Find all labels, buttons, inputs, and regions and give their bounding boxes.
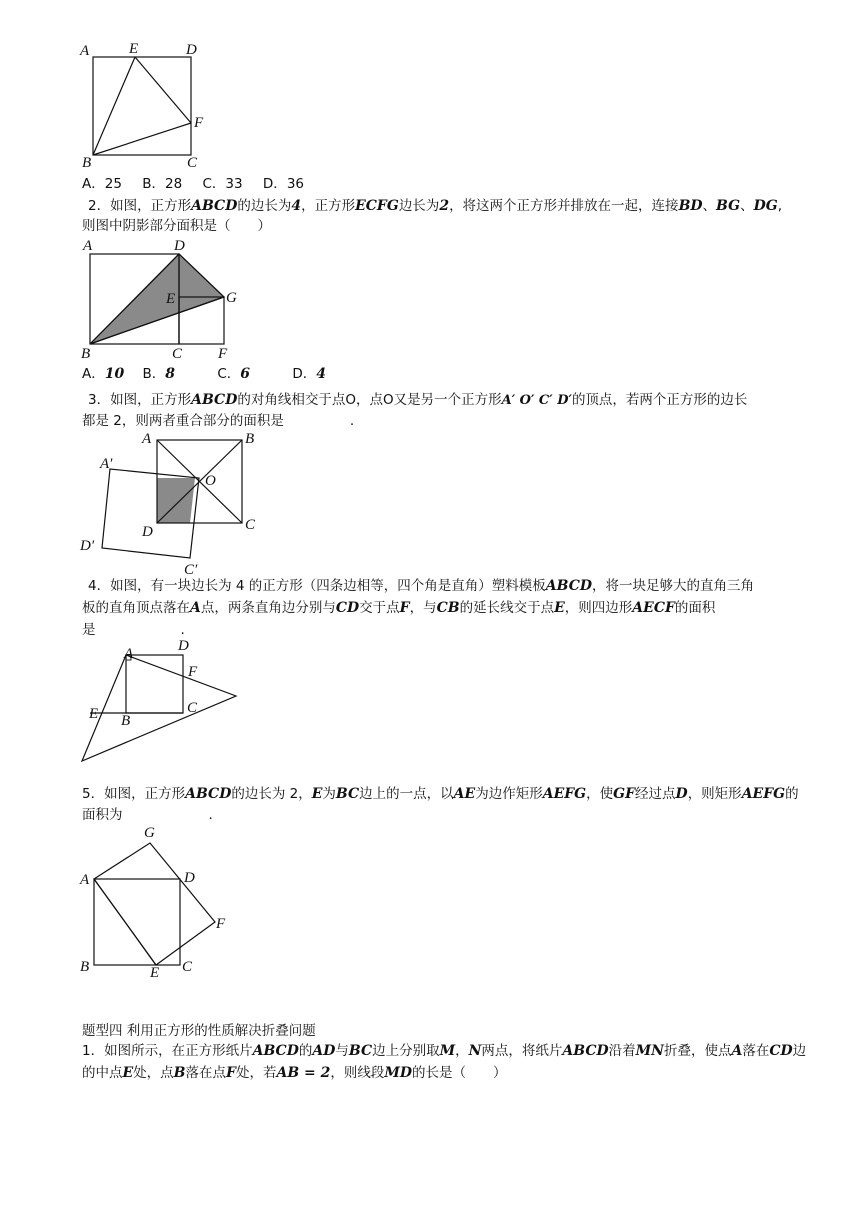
q5-label-B: B (80, 959, 90, 975)
q3-text: 的顶点，若两个正方形的边长 (571, 392, 748, 408)
section4-title (82, 1021, 316, 1041)
q4-text: ，与 (409, 600, 437, 616)
s4-text: 两点，将纸片 (481, 1043, 563, 1059)
q3-figure (78, 428, 268, 576)
q1-label-B: B (82, 155, 92, 170)
q3-math: A′ O′ C′ D′ (501, 393, 572, 408)
q5-text: ，则矩形 (687, 786, 742, 802)
s4-math: B (173, 1065, 186, 1081)
q2-math: DG (753, 198, 778, 214)
q4-line2 (82, 598, 715, 618)
s4-text: ， (455, 1043, 469, 1059)
q4-math: AECF (632, 600, 675, 616)
q5-math: BC (335, 786, 360, 802)
q2-label-E: E (166, 291, 176, 307)
q5-text: 边上的一点，以 (359, 786, 454, 802)
q3-text: 3．如图，正方形 (88, 392, 192, 408)
q1-option-a-letter: A． (82, 176, 105, 192)
q1-figure (78, 38, 213, 170)
q2-line1 (88, 196, 782, 216)
q4-text: 板的直角顶点落在 (82, 600, 190, 616)
q3-label-D1: D′ (80, 538, 95, 554)
q4-text: 4．如图，有一块边长为 4 的正方形（四条边相等，四个角是直角）塑料模板 (88, 578, 546, 594)
q2-label-C: C (172, 346, 183, 361)
q2-math: ABCD (191, 198, 238, 214)
q2-line2 (82, 216, 271, 236)
q4-label-B: B (121, 713, 131, 729)
q2-text: , (777, 198, 783, 214)
q4-label-A: A (124, 646, 134, 662)
s4-math: BC (348, 1043, 373, 1059)
q2-text: 的边长为 (237, 198, 292, 214)
s4-text: 落在点 (185, 1065, 227, 1081)
q2-figure (78, 236, 253, 361)
q4-text: 交于点 (359, 600, 400, 616)
q3-text: 的对角线相交于点O，点O又是另一个正方形 (237, 392, 502, 408)
s4-text: 的长是（ ） (412, 1065, 507, 1081)
q1-label-F: F (194, 115, 204, 131)
q2-option-d-value: 4 (316, 366, 326, 382)
q5-math: ABCD (185, 786, 232, 802)
q3-line1 (88, 390, 747, 411)
q1-option-b-value: 28 (165, 176, 183, 192)
q2-text: 则图中阴影部分面积是（ ） (82, 218, 271, 234)
s4-math: MD (384, 1065, 413, 1081)
s4-math: N (468, 1043, 482, 1059)
q1-label-C: C (187, 155, 198, 170)
q4-label-D: D (178, 638, 189, 654)
s4-math: A (731, 1043, 743, 1059)
q4-math: E (554, 600, 565, 616)
q4-label-C: C (187, 700, 198, 716)
q3-label-C: C (245, 517, 256, 533)
q5-text: 的边长为 2， (231, 786, 312, 802)
q2-math: 4 (291, 198, 302, 214)
section-title: 题型四 利用正方形的性质解决折叠问题 (82, 1023, 316, 1039)
s4-text: ，则线段 (330, 1065, 385, 1081)
q4-text: 点，两条直角边分别与 (200, 600, 336, 616)
q2-text: ，正方形 (301, 198, 356, 214)
q3-label-A1: A′ (100, 456, 113, 472)
q2-label-F: F (218, 346, 228, 361)
q2-option-a-letter: A． (82, 366, 105, 382)
q5-math: AE (453, 786, 476, 802)
q2-label-B: B (81, 346, 91, 361)
q2-option-d-letter: D． (292, 366, 317, 382)
q2-label-G: G (226, 290, 237, 306)
q1-options (82, 174, 304, 194)
q5-label-E: E (150, 965, 160, 978)
q5-text: ，使 (586, 786, 614, 802)
q3-label-C1: C′ (184, 562, 198, 576)
q5-figure (78, 822, 238, 978)
q5-text: 的 (785, 786, 799, 802)
q5-label-A: A (80, 872, 90, 888)
q3-label-D: D (142, 524, 153, 540)
q5-math: AEFG (542, 786, 587, 802)
s4-text: 与 (335, 1043, 349, 1059)
s4-text: 的中点 (82, 1065, 123, 1081)
s4-text: 的 (298, 1043, 313, 1059)
q1-option-d-value: 36 (286, 176, 304, 192)
q1-option-a-value: 25 (104, 176, 122, 192)
q5-math: E (311, 786, 323, 802)
q1-option-b-letter: B． (142, 176, 165, 192)
q4-label-E: E (89, 706, 99, 722)
q1-option-d-letter: D． (262, 176, 287, 192)
s4-math: E (122, 1065, 134, 1081)
q2-text: 边长为 (398, 198, 440, 214)
q2-text: 、 (702, 198, 717, 214)
s4-math: CD (769, 1043, 793, 1059)
s4-math: AD (312, 1043, 336, 1059)
q5-text: 经过点 (635, 786, 676, 802)
q2-math: 2 (439, 198, 450, 214)
q4-line1 (88, 576, 754, 596)
q2-options (82, 364, 326, 384)
q4-math: CD (335, 600, 360, 616)
s4-math: M (439, 1043, 456, 1059)
s4-math: AB = 2 (276, 1065, 331, 1081)
q5-label-C: C (182, 959, 193, 975)
q4-label-F: F (188, 664, 198, 680)
q2-option-b-letter: B． (142, 366, 166, 382)
s4-text: 边上分别取 (372, 1043, 440, 1059)
q1-label-D: D (186, 42, 197, 58)
q4-math: ABCD (545, 578, 593, 594)
q1-label-E: E (129, 41, 139, 57)
q4-math: A (190, 600, 201, 616)
q5-text: 为边作矩形 (475, 786, 543, 802)
q5-text: 为 (322, 786, 336, 802)
q5-label-G: G (144, 825, 155, 841)
q5-text: 面积为 (82, 807, 123, 823)
q2-text: 、 (740, 198, 754, 214)
s4-text: 折叠，使点 (663, 1043, 732, 1059)
s4-math: ABCD (562, 1043, 609, 1059)
q2-math: ECFG (355, 198, 399, 214)
q4-text: 是 (82, 622, 96, 638)
q5-math: D (675, 786, 688, 802)
s4-q1-line1 (82, 1041, 806, 1061)
q2-text: 2．如图，正方形 (88, 198, 192, 214)
q5-label-D: D (184, 870, 195, 886)
q3-text: 都是 2，则两者重合部分的面积是 (82, 413, 284, 429)
s4-text: 落在 (742, 1043, 770, 1059)
q4-figure (78, 638, 243, 766)
q4-text: ，将一块足够大的直角三角 (592, 578, 755, 594)
q1-option-c-letter: C． (202, 176, 226, 192)
q5-line1 (82, 784, 799, 804)
s4-text: 处，若 (235, 1065, 277, 1081)
q4-line3 (82, 620, 185, 640)
q2-label-D: D (174, 238, 185, 254)
q2-option-c-value: 6 (240, 366, 251, 382)
q2-math: BD (678, 198, 703, 214)
q2-option-b-value: 8 (165, 366, 176, 382)
q2-label-A: A (83, 238, 93, 254)
q4-math: CB (436, 600, 460, 616)
q5-label-F: F (216, 916, 226, 932)
q3-math: ABCD (191, 392, 238, 408)
s4-text: 边 (792, 1043, 807, 1059)
s4-math: F (226, 1065, 236, 1081)
s4-text: 1．如图所示，在正方形纸片 (82, 1043, 253, 1059)
s4-text: 沿着 (608, 1043, 636, 1059)
q5-math: AEFG (741, 786, 786, 802)
q3-text: . (349, 413, 355, 429)
q1-label-A: A (80, 43, 90, 59)
q4-text: 的面积 (674, 600, 716, 616)
q3-label-A: A (142, 431, 152, 447)
q5-math: GF (613, 786, 636, 802)
q4-text: . (180, 622, 185, 638)
q1-option-c-value: 33 (225, 176, 243, 192)
s4-math: ABCD (252, 1043, 299, 1059)
q2-text: ，将这两个正方形并排放在一起，连接 (449, 198, 679, 214)
q4-text: ，则四边形 (564, 600, 633, 616)
q3-label-B: B (245, 431, 255, 447)
q5-text: 5．如图，正方形 (82, 786, 186, 802)
q5-text: . (208, 807, 213, 823)
s4-math: MN (635, 1043, 664, 1059)
q2-option-a-value: 10 (104, 366, 125, 382)
s4-text: 处，点 (133, 1065, 174, 1081)
q2-option-c-letter: C． (217, 366, 241, 382)
q4-math: F (399, 600, 410, 616)
q2-math: BG (716, 198, 741, 214)
s4-q1-line2 (82, 1063, 507, 1083)
q4-text: 的延长线交于点 (459, 600, 555, 616)
q3-label-O: O (205, 473, 216, 489)
